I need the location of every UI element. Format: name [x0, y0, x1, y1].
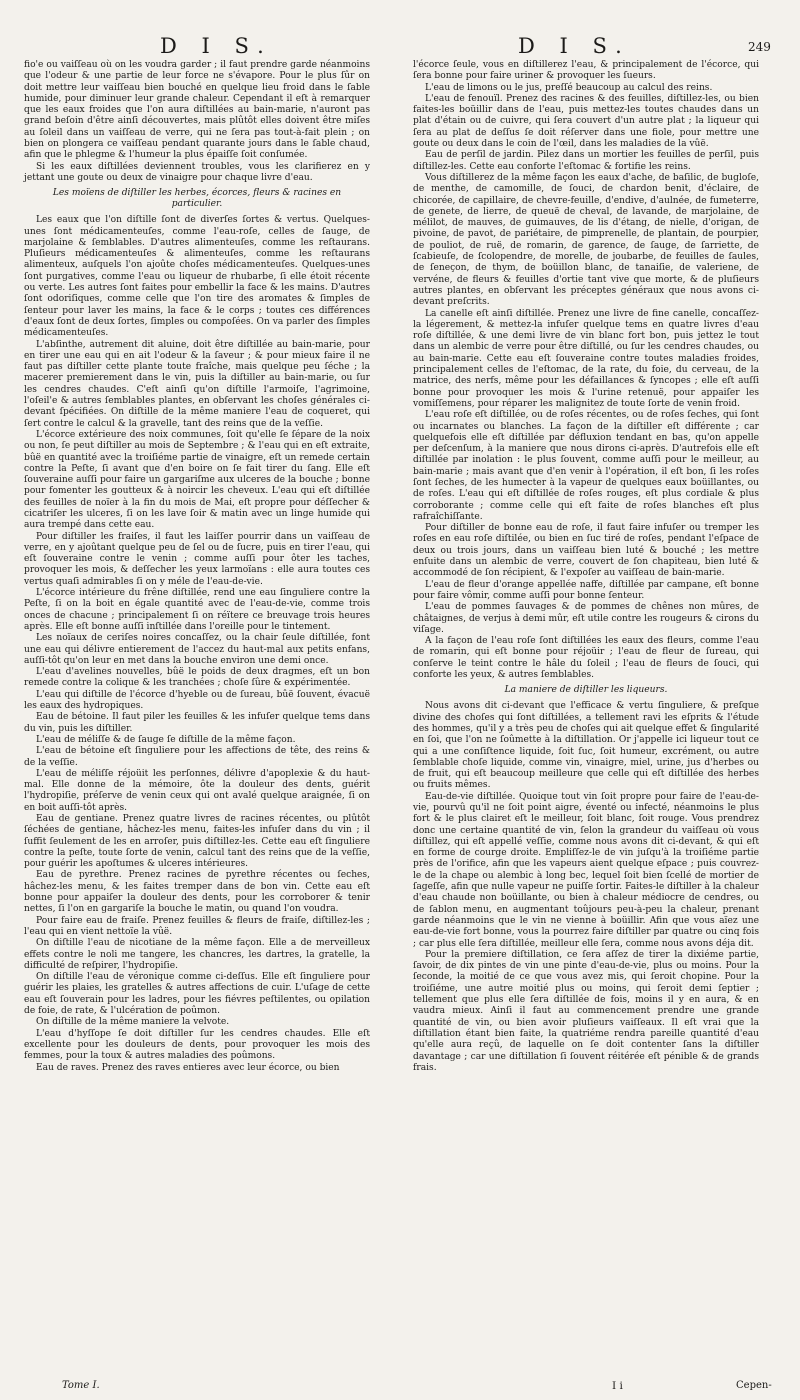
paragraph: L'eau de méliſſe & de ſauge ſe diſtille de la même façon. [36, 734, 296, 745]
volume-label: Tome I. [62, 1380, 100, 1391]
paragraph: Eau de gentiane. Prenez quatre livres de racines récentes, ou plûtôt ſéchées de gentiane, hâchez-les menu, faites-les infuſer dans du vin ; il ſuffit ſeulement de les en arroſer, puis diſtillez-les. Cette eau eſt ſinguliere contre la peſte, toute ſorte de venin, calcul tant des reins que de la veſſie, pour guérir les apoſtumes & ulceres intérieures. [24, 814, 370, 870]
paragraph: Les eaux que l'on diſtille ſont de diverſes ſortes & vertus. Quelques-unes ſont médicamenteuſes, comme l'eau-roſe, celles de ſauge, de marjolaine & ſemblables. D'autres alimenteuſes, comme les reſtaurans. Pluſieurs médicamenteuſes & alimenteuſes, comme les reſtaurans alimenteux, auſquels l'on ajoûte choſes médicamenteuſes. Quelques-unes ſont purgatives, comme l'eau ou liqueur de rhubarbe, ſi elle étoit récente ou verte. Les autres ſont faites pour embellir la face & les mains. D'autres ſont odoriſiques, comme celle que l'on tire des aromates & ſimples de ſenteur pour laver les mains, la face & le corps ; toutes ces différences d'eaux ſont de deux ſortes, ſimples ou compoſées. On va parler des ſimples médicamenteuſes. [24, 215, 370, 339]
paragraph: Les noïaux de ceriſes noires concaſſez, ou la chair ſeule diſtillée, font une eau qui délivre entierement de l'accez du haut-mal aux petits enfans, auſſi-tôt qu'on leur en met dans la bouche environ une demi once. [24, 633, 370, 666]
paragraph: L'eau de fenouïl. Prenez des racines & des feuilles, diſtillez-les, ou bien faites-les boüillir dans de l'eau, puis mettez-les toutes chaudes dans un plat d'étain ou de cuivre, qui ſera couvert d'un autre plat ; la liqueur qui ſera au plat de deſſus ſe doit réſerver dans une fiole, pour mettre une goute ou deux dans le coin de l'œil, dans les maladies de la vûë. [413, 93, 759, 150]
paragraph: L'eau de méliſſe réjoüit les perſonnes, délivre d'apoplexie & du haut-mal. Elle donne de la mémoire, ôte la douleur des dents, guérit l'hydropiſie, préſerve de venin ceux qui ont avalé quelque araignée, ſi on en boit auſſi-tôt après. [24, 768, 370, 813]
paragraph: L'eau d'avelines nouvelles, bûë le poids de deux dragmes, eſt un bon remede contre la colique & les tranchées ; choſe ſûre & expérimentée. [24, 667, 370, 689]
paragraph: On diſtille l'eau de nicotiane de la même façon. Elle a de merveilleux effets contre le noli me tangere, les chancres, les dartres, la gratelle, la difficulté de reſpirer, l'hydropiſie. [24, 938, 370, 971]
paragraph: L'eau de bétoine eſt ſinguliere pour les affections de tête, des reins & de la veſſie. [24, 746, 370, 768]
paragraph: L'eau roſe eſt diſtillée, ou de roſes récentes, ou de roſes ſeches, qui ſont ou incarnates ou blanches. La façon de la diſtiller eſt différente ; car quelquefois elle eſt diſtillée par défluxion tendant en bas, qu'on appelle per deſcenſum, à la maniere que nous dirons ci-après. D'autrefois elle eſt diſtillée par inolation : le plus ſouvent, comme auſſi pour le meilleur, au bain-marie ; mais avant que d'en venir à l'opération, il eſt bon, ſi les roſes ſont ſeches, de les humecter à la vapeur de quelques eaux boüillantes, ou de roſes. L'eau qui eſt diſtillée de roſes rouges, eſt plus cordiale & plus corroborante ; comme celle qui eſt faite de roſes blanches eſt plus rafraîchiſſante. [413, 410, 759, 522]
paragraph: l'écorce ſeule, vous en diſtillerez l'eau, & principalement de l'écorce, qui ſera bonne pour faire uriner & provoquer les ſueurs. [413, 60, 759, 82]
paragraph: L'eau de fleur d'orange appellée naffe, diſtillée par campane, eſt bonne pour faire vômir, comme auſſi pour bonne ſenteur. [413, 579, 759, 601]
signature-mark: I i [612, 1380, 623, 1392]
paragraph: L'écorce intérieure du frêne diſtillée, rend une eau ſinguliere contre la Peſte, ſi on la boit en égale quantité avec de l'eau-de-vie, comme trois onces de chacune ; principalement ſi on réïtere ce breuvage trois heures après. Elle eſt bonne auſſi inſtillée dans l'oreille pour le tintement. [24, 588, 370, 632]
paragraph: Pour la premiere diſtillation, ce ſera aſſez de tirer la dixiéme partie, ſavoir, de dix pintes de vin une pinte d'eau-de-vie, plus ou moins. Pour la ſeconde, la moitié de ce que vous avez mis, qui ſeroit chopine. Pour la troiſiéme, une autre moitié plus ou moins, qui ſeroit demi ſeptier ; tellement que plus elle ſera diſtillée de fois, moins il y en aura, & en vaudra mieux. Ainſi il faut au commencement prendre une grande quantité de vin, ou bien avoir pluſieurs vaiſſeaux. Il eſt vrai que la diſtillation étant bien faite, la quatriéme rendra pareille quantité d'eau qu'elle aura reçû, de laquelle on ſe doit contenter ſans la diſtiller davantage ; car une diſtillation ſi ſouvent réitérée eſt pénible & de grands frais. [413, 949, 759, 1073]
paragraph: Pour diſtiller de bonne eau de roſe, il faut faire infuſer ou tremper les roſes en eau roſe diſtilée, ou bien en ſuc tiré de roſes, pendant l'eſpace de deux ou trois jours, dans un vaiſſeau bien luté & bouché ; les mettre enſuite dans un alembic de verre, couvert de ſon chapiteau, bien luté & accommodé de ſon récipient, & l'expoſer au vaiſſeau de bain-marie. [413, 523, 759, 579]
catchword: Cepen- [736, 1380, 772, 1391]
paragraph: On diſtille l'eau de véronique comme ci-deſſus. Elle eſt ſinguliere pour guérir les plaies, les gratelles & autres affections de cuir. L'uſage de cette eau eſt ſouverain pour les ladres, pour les fiévres peſtilentes, ou opilation de foie, de rate, & l'ulcération de poûmon. [24, 972, 370, 1017]
paragraph: La canelle eſt ainſi diſtillée. Prenez une livre de fine canelle, concaſſez-la légerement, & mettez-la infuſer quelque tems en quatre livres d'eau roſe diſtillée, & une demi livre de vin blanc fort bon, puis jettez le tout dans un alembic de verre pour être diſtillé, ou ſur les cendres chaudes, ou au bain-marie. Cette eau eſt ſouveraine contre toutes maladies froides, principalement celles de l'eſtomac, de la rate, du foie, du cerveau, de la matrice, des nerfs, même pour les défaillances & ſyncopes ; elle eſt auſſi bonne pour provoquer les mois & l'urine retenuë, pour appaiſer les vomiſſemens, pour réparer les malignitez de toute ſorte de venin froid. [413, 308, 759, 409]
right-column [413, 60, 759, 1385]
paragraph: Pour diſtiller les fraiſes, il faut les laiſſer pourrir dans un vaiſſeau de verre, en y ajoûtant quelque peu de ſel ou de ſucre, puis en tirer l'eau, qui eſt ſouveraine contre le venin ; comme auſſi pour ôter les taches, provoquer les mois, & deſſecher les yeux larmoïans : elle aura toutes ces vertus quaſi admirables ſi on y méle de l'eau-de-vie. [24, 531, 370, 587]
section-heading: Les moïens de diſtiller les herbes, écorces, fleurs & racines en particulier. [52, 188, 342, 210]
paragraph: L'abſinthe, autrement dit aluine, doit être diſtillée au bain-marie, pour en tirer une eau qui en ait l'odeur & la ſaveur ; & pour mieux faire il ne faut pas diſtiller cette plante toute fraîche, mais quelque peu ſéche ; la macerer premierement dans le vin, puis la diſtiller au bain-marie, ou ſur les cendres chaudes. C'eſt ainſi qu'on diſtille l'armoiſe, l'agrimoine, l'oſeil'e & autres ſemblables plantes, en obſervant les choſes générales ci-devant ſpécifiées. On diſtille de la même maniere l'eau de coqueret, qui ſert contre le calcul & la gravelle, tant des reins que de la veſſie. [24, 339, 370, 429]
paragraph: Eau de bétoine. Il faut piler les feuilles & les infuſer quelque tems dans du vin, puis les diſtiller. [24, 712, 370, 734]
paragraph: Eau-de-vie diſtillée. Quoique tout vin ſoit propre pour faire de l'eau-de-vie, pourvû qu'il ne ſoit point aigre, éventé ou infecté, néanmoins le plus fort & le plus clairet eſt le meilleur, ſoit blanc, ſoit rouge. Vous prendrez donc une certaine quantité de vin, ſelon la grandeur du vaiſſeau où vous diſtillez, qui eſt appellé veſſie, comme nous avons dit ci-devant, & qui eſt en forme de courge droite. Empliſſez-le de vin juſqu'à la troiſiéme partie près de l'orifice, afin que les vapeurs aient quelque eſpace ; puis couvrez-le de la chape ou alembic à long bec, lequel ſoit bien ſcellé de mortier de ſageſſe, afin que nulle vapeur ne puiſſe ſortir. Faites-le diſtiller à la chaleur d'eau chaude non boüillante, ou bien à chaleur médiocre de cendres, ou de ſablon menu, en augmentant toûjours peu-à-peu la chaleur, prenant garde néanmoins que le vin ne vienne à boüillir. Afin que vous aïez une eau-de-vie fort bonne, vous la pourrez faire diſtiller par quatre ou cinq fois ; car plus elle ſera diſtillée, meilleur elle ſera, comme nous avons déja dit. [413, 791, 759, 949]
paragraph: On diſtille de la même maniere la velvote. [36, 1017, 230, 1028]
paragraph: fio'e ou vaiſſeau où on les voudra garder ; il faut prendre garde néanmoins que l'odeur & une partie de leur force ne s'évapore. Pour le plus ſûr on doit mettre leur vaiſſeau bien bouché en quelque lieu froid dans le ſable humide, pour diminuer leur grande chaleur. Cependant il eſt à remarquer que les eaux froides que l'on aura diſtillées au bain-marie, n'auront pas grand beſoin d'être ainſi découvertes, mais plûtôt elles doivent être miſes au ſoleil dans un vaiſſeau de verre, qui ne ſera pas tout-à-fait plein ; on bien on plongera ce vaiſſeau pendant quarante jours dans le ſable chaud, afin que le phlegme & l'humeur la plus épaiſſe ſoit conſumée. [24, 60, 370, 161]
paragraph: Eau de perſil de jardin. Pilez dans un mortier les feuilles de perſil, puis diſtillez-les. Cette eau conforte l'eſtomac & fortifie les reins. [413, 150, 759, 172]
paragraph: A la façon de l'eau roſe ſont diſtillées les eaux des fleurs, comme l'eau de romarin, qui eſt bonne pour réjoüir ; l'eau de fleur de ſureau, qui conſerve le teint contre le hâle du ſoleil ; l'eau de fleurs de ſouci, qui conforte les yeux, & autres ſemblables. [413, 636, 759, 681]
paragraph: Vous diſtillerez de la même façon les eaux d'ache, de baſilic, de bugloſe, de menthe, de camomille, de ſouci, de chardon benit, d'éclaire, de chicorée, de capillaire, de chevre-feuille, d'endive, d'aulnée, de fumeterre, de genete, de lierre, de queuë de cheval, de lavande, de marjolaine, de mélilot, de mauves, de guimauves, de lis d'étang, de nielle, d'origan, de pivoine, de pavot, de pariétaire, de pimprenelle, de plantain, de pourpier, de pouliot, de ruë, de romarin, de garence, de ſauge, de ſarriette, de ſcabieuſe, de ſcolopendre, de morelle, de joubarbe, de feuilles de ſaules, de ſeneçon, de thym, de boüillon blanc, de tanaiſie, de valeriene, de vervéne, de fleurs & feuilles d'ortie tant vive que morte, & de pluſieurs autres plantes, en obſervant les préceptes généraux que nous avons ci-devant preſcrits. [413, 172, 759, 308]
running-head-right: D I S. [518, 34, 631, 58]
paragraph: L'eau qui diſtille de l'écorce d'hyeble ou de ſureau, bûë ſouvent, évacuë les eaux des hydropiques. [24, 689, 370, 712]
paragraph: Eau de raves. Prenez des raves entieres avec leur écorce, ou bien [36, 1062, 340, 1073]
paragraph: Si les eaux diſtillées deviennent troubles, vous les clarifierez en y jettant une goute ou deux de vinaigre pour chaque livre d'eau. [24, 161, 370, 183]
paragraph: Pour faire eau de fraiſe. Prenez feuilles & fleurs de fraiſe, diſtillez-les ; l'eau qui en vient nettoïe la vûë. [24, 915, 370, 937]
section-heading: La maniere de diſtiller les liqueurs. [504, 685, 668, 696]
paragraph: Eau de pyrethre. Prenez racines de pyrethre récentes ou ſeches, hâchez-les menu, & les faites tremper dans de bon vin. Cette eau eſt bonne pour appaiſer la douleur des dents, pour les corroborer & tenir nettes, ſi l'on en gargariſe la bouche le matin, ou quand l'on voudra. [24, 870, 370, 915]
running-head-left: D I S. [160, 34, 273, 58]
paragraph: L'écorce extérieure des noix communes, ſoit qu'elle ſe ſépare de la noix ou non, ſe peut diſtiller au mois de Septembre ; & l'eau qui en eſt extraite, bûë en quantité avec la troiſiéme partie de vinaigre, eſt un remede certain contre la Peſte, ſi avant que d'en boire on ſe fait tirer du ſang. Elle eſt ſouveraine auſſi pour faire un gargariſme aux ulceres de la bouche ; bonne pour fomenter les goutteux & à noircir les cheveux. L'eau qui eſt diſtillée des feuilles de noïer à la fin du mois de Mai, eſt propre pour déſſecher & cicatriſer les ulceres, ſi on les lave ſoir & matin avec un linge humide qui aura trempé dans cette eau. [24, 429, 370, 531]
paragraph: Nous avons dit ci-devant que l'efficace & vertu ſinguliere, & preſque divine des choſes qui ſont diſtillées, a tellement ravi les eſprits & l'étude des hommes, qu'il y a très peu de choſes qui ait quelque effet & ſingularité en ſoi, que l'on ne ſoûmette à la diſtillation. Or j'appelle ici liqueur tout ce qui a une conſiſtence liquide, ſoit ſuc, ſoit humeur, excrément, ou autre ſemblable choſe liquide, comme vin, vinaigre, miel, urine, jus d'herbes ou de fruit, qui eſt beaucoup meilleure que celle qui eſt diſtillée des herbes ou fruits mêmes. [413, 701, 759, 791]
paragraph: L'eau d'hyſſope ſe doit diſtiller ſur les cendres chaudes. Elle eſt excellente pour les douleurs de dents, pour provoquer les mois des femmes, pour la toux & autres maladies des poûmons. [24, 1028, 370, 1062]
page-number: 249 [748, 40, 771, 54]
paragraph: L'eau de pommes ſauvages & de pommes de chênes non mûres, de châtaignes, de verjus à demi mûr, eſt utile contre les rougeurs & cirons du viſage. [413, 602, 759, 635]
paragraph: L'eau de limons ou le jus, preſſé beaucoup au calcul des reins. [425, 82, 713, 93]
left-column [24, 60, 370, 1365]
